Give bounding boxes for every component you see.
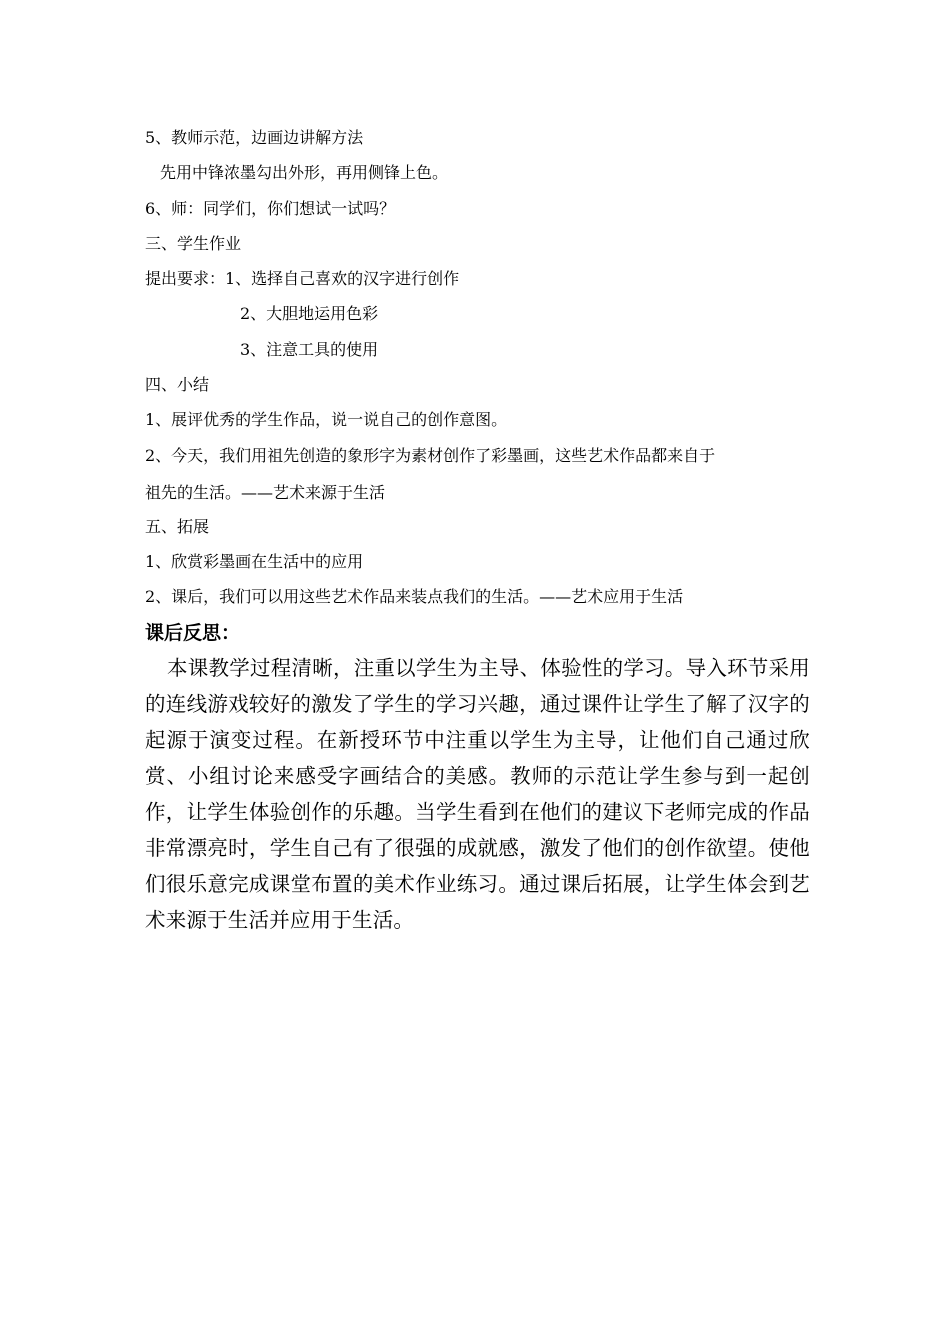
section-4-heading: 四、小结 (145, 375, 210, 394)
section-5-heading: 五、拓展 (145, 517, 210, 536)
section-3-heading: 三、学生作业 (145, 234, 242, 253)
step-5-method-note: 先用中锋浓墨勾出外形，再用侧锋上色。 (160, 163, 449, 182)
reflection-heading: 课后反思： (145, 622, 241, 644)
requirement-2: 2、大胆地运用色彩 (240, 304, 379, 323)
summary-item-2: 2、今天，我们用祖先创造的象形字为素材创作了彩墨画，这些艺术作品都来自于 (145, 446, 716, 465)
summary-item-2-continued: 祖先的生活。——艺术来源于生活 (145, 483, 386, 502)
step-5-teacher-demo: 5、教师示范，边画边讲解方法 (145, 128, 364, 147)
summary-item-1: 1、展评优秀的学生作品，说一说自己的创作意图。 (145, 410, 508, 429)
extension-item-1: 1、欣赏彩墨画在生活中的应用 (145, 552, 364, 571)
requirement-1: 提出要求：1、选择自己喜欢的汉字进行创作 (145, 269, 460, 288)
extension-item-2: 2、课后，我们可以用这些艺术作品来装点我们的生活。——艺术应用于生活 (145, 587, 684, 606)
step-6-teacher-question: 6、师：同学们，你们想试一试吗？ (145, 199, 396, 218)
reflection-body: 本课教学过程清晰，注重以学生为主导、体验性的学习。导入环节采用的连线游戏较好的激发了学生的学习兴趣，通过课件让学生了解了汉字的起源于演变过程。在新授环节中注重以学生为主导，让他们自己通过欣赏、小组讨论来感受字画结合的美感。教师的示范让学生参与到一起创作，让学生体验创作的乐趣。当学生看到在他们的建议下老师完成的作品非常漂亮时，学生自己有了很强的成就感，激发了他们的创作欲望。使他们很乐意完成课堂布置的美术作业练习。通过课后拓展，让学生体会到艺术来源于生活并应用于生活。 (145, 656, 810, 932)
requirement-3: 3、注意工具的使用 (240, 340, 379, 359)
